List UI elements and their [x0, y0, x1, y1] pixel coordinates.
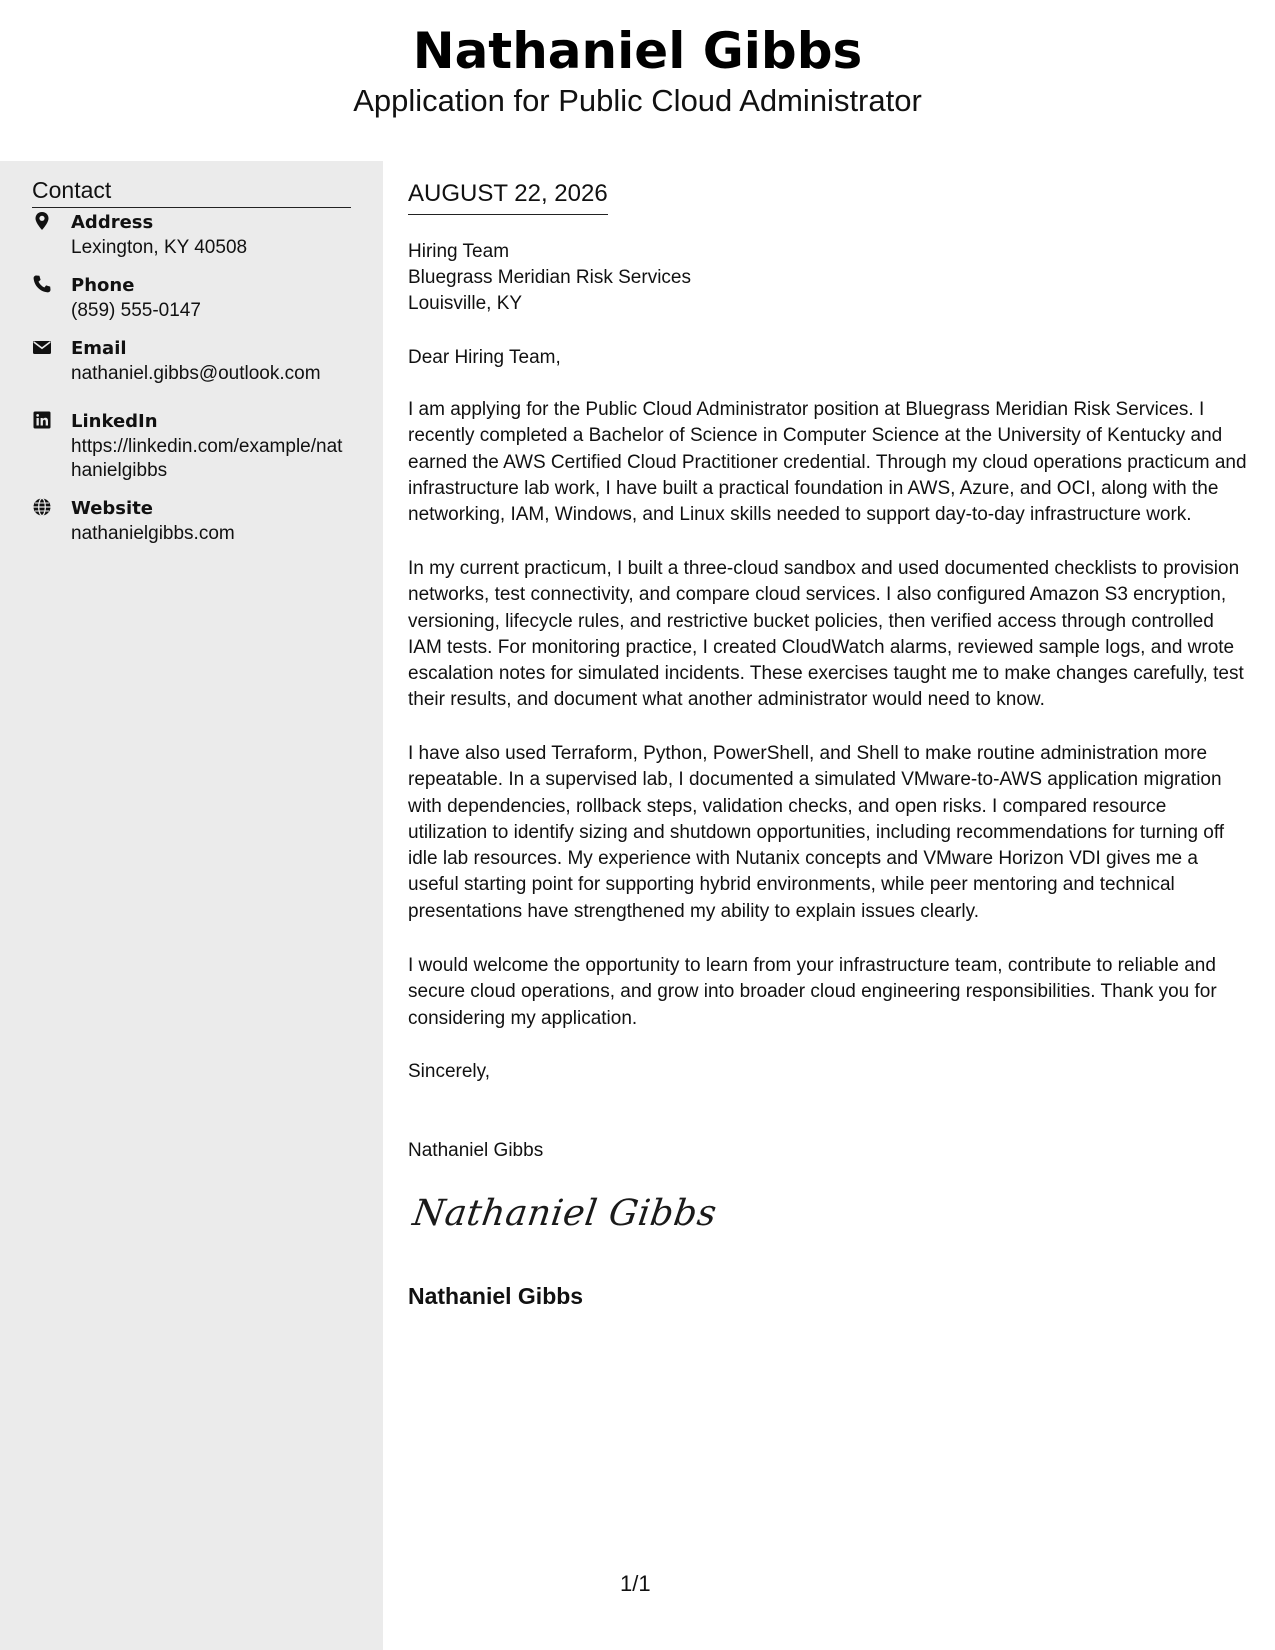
body-paragraph: In my current practicum, I built a three-cloud sandbox and used documented checklists to provision networks, test connectivity, and compare cloud services. I also configured Amazon S3 encryption, versioning, lifecycle rules, and restrictive bucket policies, then verified access through controlled IAM tests. For monitoring practice, I created CloudWatch alarms, reviewed sample logs, and wrote escalation notes for simulated incidents. These exercises taught me to make changes carefully, test their results, and document what another administrator would need to know.: [408, 558, 1244, 711]
contact-heading: Contact: [32, 176, 351, 208]
linkedin-value[interactable]: https://linkedin.com/example/nathanielgibbs: [71, 436, 343, 481]
website-label: Website: [71, 498, 154, 519]
website-value[interactable]: nathanielgibbs.com: [71, 523, 235, 544]
recipient-block: [408, 239, 691, 317]
email-value: nathaniel.gibbs@outlook.com: [71, 363, 321, 384]
globe-icon: [32, 497, 58, 523]
recipient-line: Louisville, KY: [408, 293, 523, 314]
letter-date: AUGUST 22, 2026: [408, 179, 608, 215]
application-subtitle: Application for Public Cloud Administrator: [353, 83, 922, 118]
page-number: 1/1: [620, 1571, 651, 1596]
body-paragraph: I would welcome the opportunity to learn from your infrastructure team, contribute to reliable and secure cloud operations, and grow into broader cloud engineering responsibilities. Thank you for considering my application.: [408, 955, 1217, 1029]
envelope-icon: [32, 337, 58, 363]
recipient-line: Bluegrass Meridian Risk Services: [408, 267, 691, 288]
phone-icon: [32, 274, 58, 300]
body-paragraph: I am applying for the Public Cloud Administrator position at Bluegrass Meridian Risk Services. I recently completed a Bachelor of Science in Computer Science at the University of Kentucky and earned the AWS Certified Cloud Practitioner credential. Through my cloud operations practicum and infrastructure lab work, I have built a practical foundation in AWS, Azure, and OCI, along with the networking, IAM, Windows, and Linux skills needed to support day-to-day infrastructure work.: [408, 399, 1247, 526]
printed-name: Nathaniel Gibbs: [408, 1140, 544, 1161]
phone-value: (859) 555-0147: [71, 300, 201, 321]
salutation: Dear Hiring Team,: [408, 347, 561, 368]
address-value: Lexington, KY 40508: [71, 237, 248, 258]
map-pin-icon: [32, 211, 58, 237]
linkedin-label: LinkedIn: [71, 411, 158, 432]
applicant-name: Nathaniel Gibbs: [412, 22, 863, 80]
closing: Sincerely,: [408, 1061, 491, 1082]
contact-sidebar: [0, 161, 383, 1650]
signature-name: Nathaniel Gibbs: [408, 1283, 584, 1309]
recipient-line: Hiring Team: [408, 241, 510, 262]
address-label: Address: [71, 212, 154, 233]
phone-label: Phone: [71, 275, 135, 296]
linkedin-icon: [32, 410, 58, 436]
handwritten-signature: Nathaniel Gibbs: [410, 1193, 720, 1234]
body-paragraph: I have also used Terraform, Python, PowerShell, and Shell to make routine administration more repeatable. In a supervised lab, I documented a simulated VMware-to-AWS application migration with dependencies, rollback steps, validation checks, and open risks. I compared resource utilization to identify sizing and shutdown opportunities, including recommendations for turning off idle lab resources. My experience with Nutanix concepts and VMware Horizon VDI gives me a useful starting point for supporting hybrid environments, while peer mentoring and technical presentations have strengthened my ability to explain issues clearly.: [408, 743, 1225, 922]
email-label: Email: [71, 338, 127, 359]
